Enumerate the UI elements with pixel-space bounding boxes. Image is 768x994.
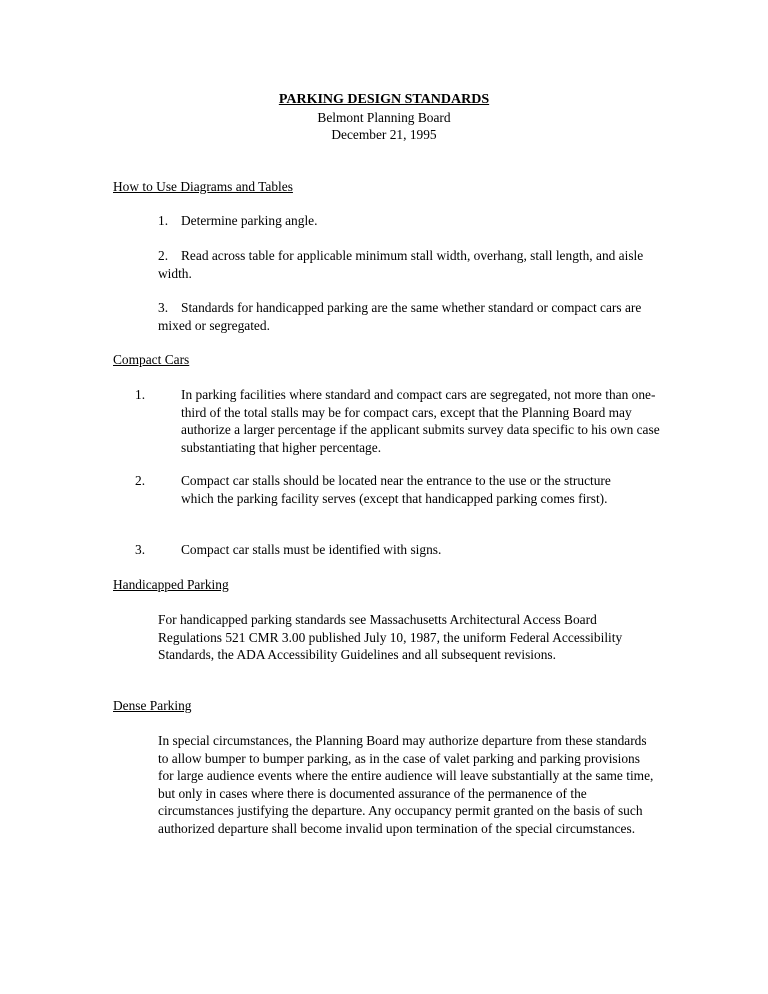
document-org: Belmont Planning Board (317, 109, 451, 125)
compact-item-number: 3. (135, 542, 146, 557)
dense-paragraph: In special circumstances, the Planning Board may authorize departure from these standards to allow bumper to bumper parking, as in the case of valet parking and parking provisions for large audience events where the entire audience will leave substantially at the same time, but only in cases where there is documented assurance of the permanence of the circumstances justifying the departure. Any occupancy permit granted on the basis of such authorized departure shall become invalid upon termination of the special circumstances. (158, 733, 654, 836)
handicapped-paragraph: For handicapped parking standards see Massachusetts Architectural Access Board Regulations 521 CMR 3.00 published July 10, 1987, the uniform Federal Accessibility Standards, the ADA Accessibility Guidelines and all subsequent revisions. (158, 612, 623, 662)
section-heading-compact: Compact Cars (113, 352, 190, 367)
step-text: Determine parking angle. (181, 213, 318, 228)
compact-item-1: In parking facilities where standard and compact cars are segregated, not more than one-third of the total stalls may be for compact cars, except that the Planning Board may authorize a larger percentage if the applicant submits survey data specific to his own case substantiating that higher percentage. (181, 387, 660, 455)
document-header (0, 91, 768, 144)
step-number: 2. (158, 248, 169, 263)
step-text: Standards for handicapped parking are the same whether standard or compact cars are mixed or segregated. (158, 300, 642, 333)
step-number: 3. (158, 300, 169, 315)
section-heading-dense: Dense Parking (113, 698, 192, 713)
compact-item-number: 2. (135, 473, 146, 488)
compact-item-number: 1. (135, 387, 146, 402)
step-number: 1. (158, 213, 169, 228)
section-heading-how-to: How to Use Diagrams and Tables (113, 179, 293, 194)
step-1 (158, 212, 658, 230)
document-date: December 21, 1995 (331, 127, 437, 142)
step-3 (158, 299, 653, 334)
section-heading-handicapped: Handicapped Parking (113, 577, 229, 592)
compact-item-3: Compact car stalls must be identified with signs. (181, 542, 442, 557)
compact-item-2: Compact car stalls should be located near the entrance to the use or the structure which the parking facility serves (except that handicapped parking comes first). (181, 473, 611, 506)
document-title: PARKING DESIGN STANDARDS (278, 92, 490, 107)
step-text: Read across table for applicable minimum stall width, overhang, stall length, and aisle width. (158, 248, 644, 281)
step-2 (158, 247, 653, 282)
